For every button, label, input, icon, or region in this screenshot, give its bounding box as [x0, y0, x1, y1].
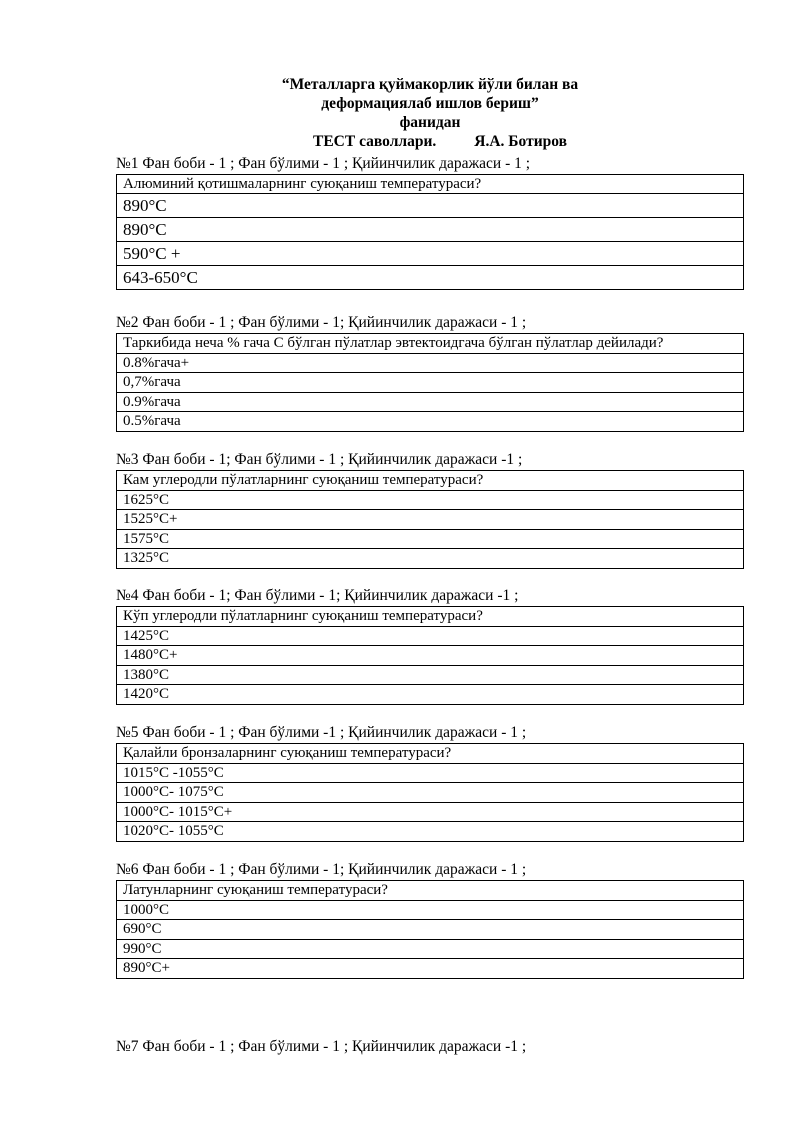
answer-option: 590°С +	[117, 242, 743, 266]
question-block-6	[116, 861, 744, 979]
question-header: №1 Фан боби - 1 ; Фан бўлими - 1 ; Қийинчилик даражаси - 1 ;	[116, 155, 531, 172]
question-header: №7 Фан боби - 1 ; Фан бўлими - 1 ; Қийинчилик даражаси -1 ;	[116, 1038, 527, 1055]
question-block-3	[116, 451, 744, 569]
question-block-2	[116, 314, 744, 432]
question-text: Алюминий қотишмаларнинг суюқаниш температураси?	[117, 175, 743, 194]
answer-option: 1480°С+	[117, 646, 743, 666]
answer-option: 1420°С	[117, 685, 743, 705]
answer-option: 0.9%гача	[117, 393, 743, 413]
answer-option: 643-650°С	[117, 266, 743, 290]
question-table	[116, 333, 744, 432]
answer-option: 1000°С	[117, 901, 743, 921]
answer-option: 890°С	[117, 218, 743, 242]
answer-option: 1325°С	[117, 549, 743, 569]
question-table	[116, 174, 744, 290]
question-table	[116, 606, 744, 705]
answer-option: 0,7%гача	[117, 373, 743, 393]
question-header: №3 Фан боби - 1; Фан бўлими - 1 ; Қийинчилик даражаси -1 ;	[116, 451, 523, 468]
question-header: №6 Фан боби - 1 ; Фан бўлими - 1; Қийинчилик даражаси - 1 ;	[116, 861, 527, 878]
question-header: №2 Фан боби - 1 ; Фан бўлими - 1; Қийинчилик даражаси - 1 ;	[116, 314, 527, 331]
answer-option: 1380°С	[117, 666, 743, 686]
document-title	[0, 75, 800, 151]
answer-option: 1015°С -1055°С	[117, 764, 743, 784]
question-block-5	[116, 724, 744, 842]
title-line-1: “Металларга қуймакорлик йўли билан ва	[281, 76, 579, 93]
answer-option: 1000°С- 1075°С	[117, 783, 743, 803]
question-text: Кўп углеродли пўлатларнинг суюқаниш температураси?	[117, 607, 743, 627]
author-name: Я.А. Ботиров	[474, 133, 567, 150]
answer-option: 890°С+	[117, 959, 743, 979]
question-header: №4 Фан боби - 1; Фан бўлими - 1; Қийинчилик даражаси -1 ;	[116, 587, 519, 604]
question-text: Таркибида неча % гача С бўлган пўлатлар эвтектоидгача бўлган пўлатлар дейилади?	[117, 334, 743, 354]
question-table	[116, 880, 744, 979]
question-text: Латунларнинг суюқаниш температураси?	[117, 881, 743, 901]
question-block-1	[116, 155, 744, 290]
answer-option: 890°С	[117, 194, 743, 218]
title-line-4	[0, 132, 800, 151]
question-text: Кам углеродли пўлатларнинг суюқаниш температураси?	[117, 471, 743, 491]
answer-option: 1625°С	[117, 491, 743, 511]
answer-option: 1525°С+	[117, 510, 743, 530]
answer-option: 0.5%гача	[117, 412, 743, 432]
question-table	[116, 743, 744, 842]
question-text: Қалайли бронзаларнинг суюқаниш температураси?	[117, 744, 743, 764]
answer-option: 690°С	[117, 920, 743, 940]
question-block-4	[116, 587, 744, 705]
question-block-7	[116, 1038, 744, 1057]
answer-option: 1425°С	[117, 627, 743, 647]
title-line-3: фанидан	[399, 114, 461, 131]
answer-option: 1575°С	[117, 530, 743, 550]
test-label: ТЕСТ саволлари.	[313, 133, 437, 150]
answer-option: 1020°С- 1055°С	[117, 822, 743, 842]
title-line-2: деформациялаб ишлов бериш”	[321, 95, 539, 112]
question-table	[116, 470, 744, 569]
answer-option: 0.8%гача+	[117, 354, 743, 374]
answer-option: 990°С	[117, 940, 743, 960]
question-header: №5 Фан боби - 1 ; Фан бўлими -1 ; Қийинчилик даражаси - 1 ;	[116, 724, 527, 741]
answer-option: 1000°С- 1015°С+	[117, 803, 743, 823]
